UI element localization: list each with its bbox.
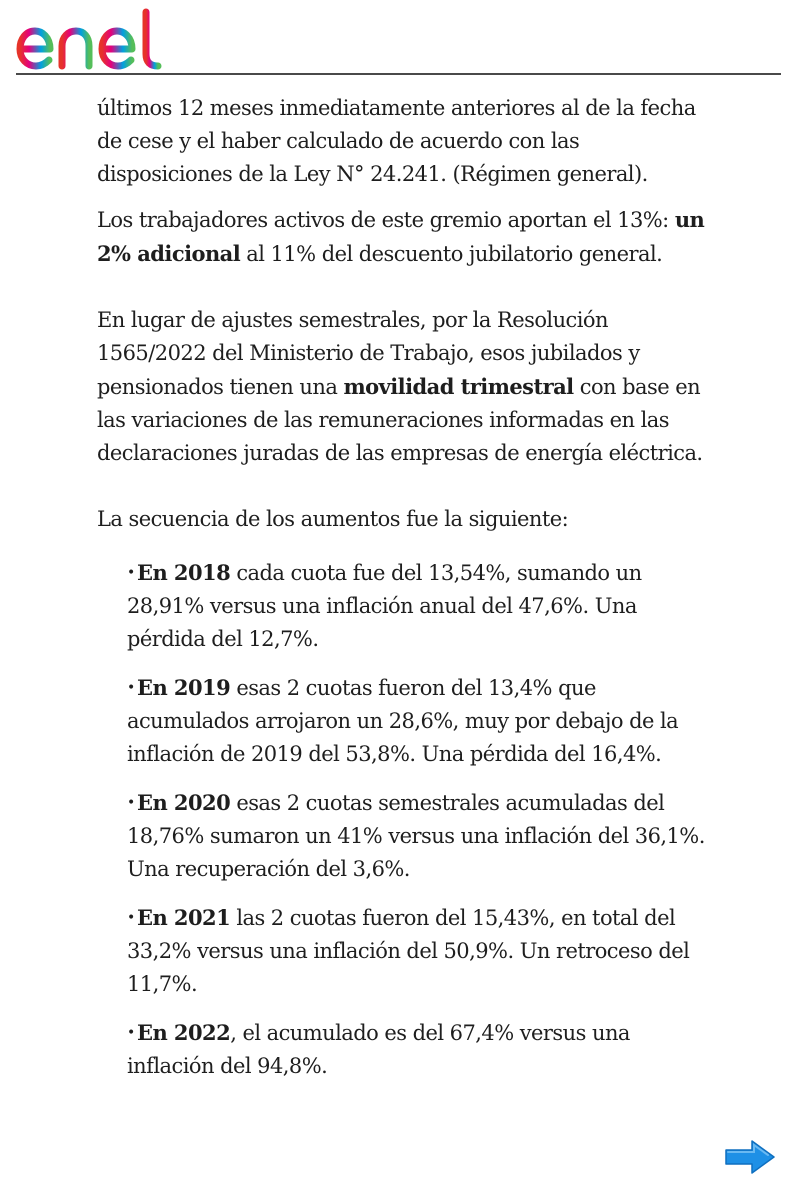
- paragraph-aportes-text: Los trabajadores activos de este gremio aportan el 13%:: [97, 208, 675, 232]
- bullet-icon: •: [127, 910, 135, 926]
- arrow-right-icon: [724, 1138, 776, 1176]
- bullet-icon: •: [127, 795, 135, 811]
- enel-logo-graphic: [16, 6, 180, 70]
- header-divider: [16, 73, 781, 75]
- paragraph-secuencia-text: La secuencia de los aumentos fue la siguiente:: [97, 507, 569, 531]
- paragraph-aportes: [97, 203, 707, 271]
- list-item-2020: [127, 786, 707, 886]
- article-body: [97, 92, 707, 1098]
- paragraph-cese-text: últimos 12 meses inmediatamente anteriores al de la fecha de cese y el haber calculado de acuerdo con las disposiciones de la Ley N° 24.241. (Régimen general).: [97, 96, 696, 186]
- paragraph-aportes-highlight: un 2% adicional: [97, 207, 705, 266]
- paragraph-movilidad-highlight: movilidad trimestral: [343, 374, 574, 399]
- next-page-button[interactable]: [724, 1138, 776, 1176]
- list-item-2019: [127, 671, 707, 771]
- list-item-year: En 2020: [137, 790, 231, 815]
- list-item-text: cada cuota fue del 13,54%, sumando un 28,91% versus una inflación anual del 47,6%. Una pérdida del 12,7%.: [127, 561, 642, 651]
- list-item-year: En 2018: [137, 560, 231, 585]
- list-item-2021: [127, 901, 707, 1001]
- bullet-icon: •: [127, 1025, 135, 1041]
- list-item-year: En 2019: [137, 675, 231, 700]
- list-item-2022: [127, 1016, 707, 1083]
- paragraph-movilidad-text: En lugar de ajustes semestrales, por la Resolución 1565/2022 del Ministerio de Trabajo, esos jubilados y pensionados tienen una: [97, 308, 640, 399]
- list-item-text: las 2 cuotas fueron del 15,43%, en total del 33,2% versus una inflación del 50,9%. Un retroceso del 11,7%.: [127, 906, 690, 996]
- increase-list: [127, 556, 707, 1083]
- list-item-year: En 2022: [137, 1020, 231, 1045]
- paragraph-movilidad-tail: con base en las variaciones de las remuneraciones informadas en las declaraciones juradas de las empresas de energía eléctrica.: [97, 375, 703, 465]
- paragraph-secuencia: [97, 503, 707, 536]
- list-item-2018: [127, 556, 707, 656]
- list-item-text: esas 2 cuotas fueron del 13,4% que acumulados arrojaron un 28,6%, muy por debajo de la inflación de 2019 del 53,8%. Una pérdida del 16,4%.: [127, 676, 679, 766]
- list-item-text: , el acumulado es del 67,4% versus una inflación del 94,8%.: [127, 1021, 630, 1078]
- paragraph-aportes-tail: al 11% del descuento jubilatorio general.: [240, 242, 663, 266]
- bullet-icon: •: [127, 680, 135, 696]
- paragraph-movilidad: [97, 304, 707, 470]
- bullet-icon: •: [127, 565, 135, 581]
- list-item-year: En 2021: [137, 905, 231, 930]
- paragraph-cese: [97, 92, 707, 191]
- list-item-text: esas 2 cuotas semestrales acumuladas del 18,76% sumaron un 41% versus una inflación del 36,1%. Una recuperación del 3,6%.: [127, 791, 705, 881]
- header: [0, 0, 800, 76]
- enel-logo: [16, 6, 180, 70]
